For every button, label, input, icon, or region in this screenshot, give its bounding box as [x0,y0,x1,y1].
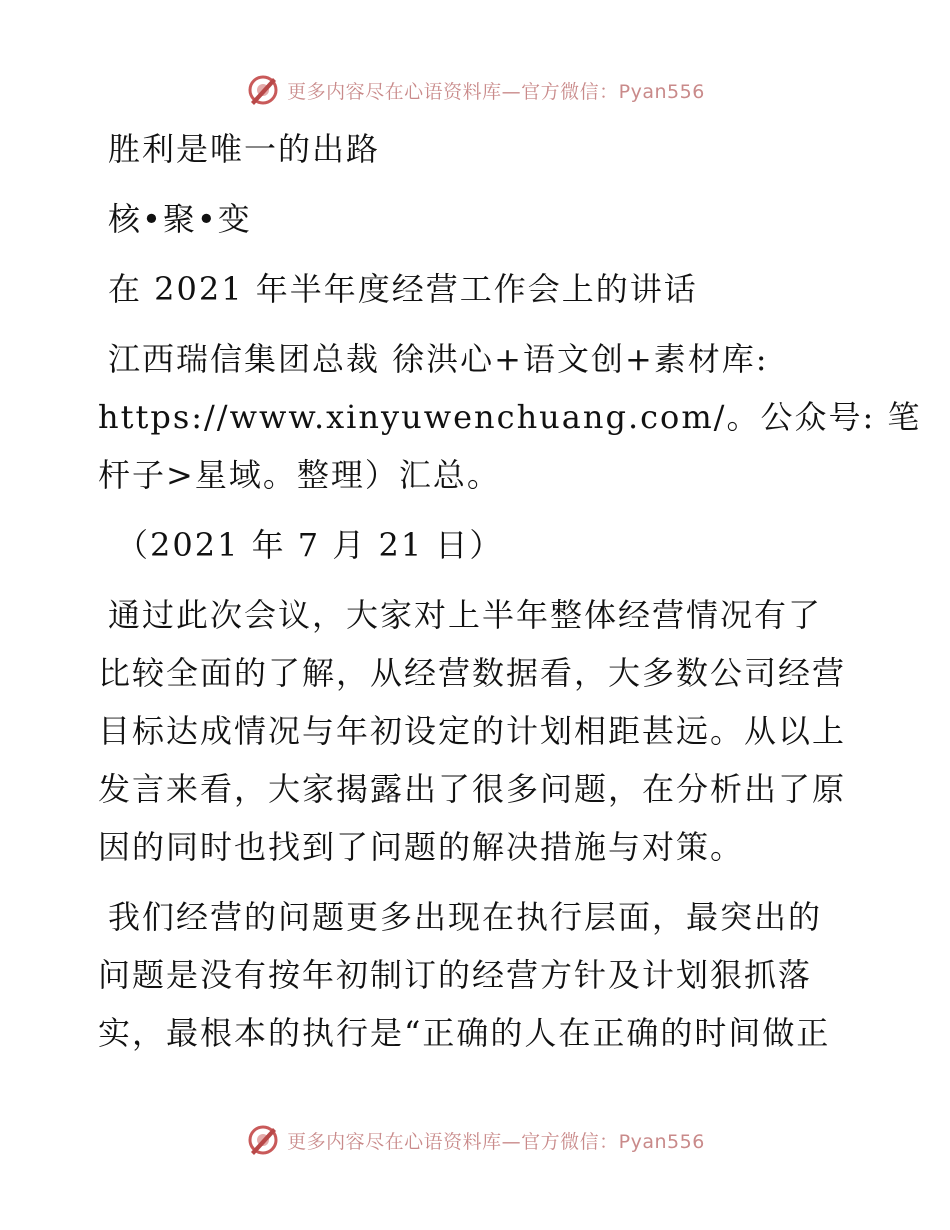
author-line: 江西瑞信集团总裁 徐洪心+语文创+素材库: [108,340,769,378]
document-body [98,120,922,1062]
watermark-text: 更多内容尽在心语资料库—官方微信：Pyan556 [287,1130,705,1153]
document-title: 胜利是唯一的出路 [108,130,381,168]
speech-occasion: 在 2021 年半年度经营工作会上的讲话 [108,270,698,308]
quill-seal-icon [245,72,281,108]
author-block [98,330,922,504]
paragraph-line: 发言来看，大家揭露出了很多问题，在分析出了原 [98,770,847,808]
footer-watermark [0,1122,950,1158]
paragraph-2 [98,888,858,1062]
paragraph-line: 问题是没有按年初制订的经营方针及计划狠抓落 [98,956,813,994]
paragraph-line: 因的同时也找到了问题的解决措施与对策。 [98,828,745,866]
paragraph-line: 比较全面的了解，从经营数据看，大多数公司经营 [98,654,847,692]
quill-seal-icon [245,1122,281,1158]
paragraph-line: 实，最根本的执行是“正确的人在正确的时间做正 [98,1014,831,1052]
paragraph-line: 我们经营的问题更多出现在执行层面，最突出的 [108,898,823,936]
paragraph-line: 通过此次会议，大家对上半年整体经营情况有了 [108,596,823,634]
author-line: https://www.xinyuwenchuang.com/。公众号: 笔 [98,398,922,436]
header-watermark [0,72,950,108]
paragraph-line: 目标达成情况与年初设定的计划相距甚远。从以上 [98,712,847,750]
paragraph-1 [98,586,858,876]
author-line: 杆子>星域。整理）汇总。 [98,456,501,494]
speech-date: （2021 年 7 月 21 日） [116,526,504,564]
document-subtitle: 核•聚•变 [108,200,252,238]
watermark-text: 更多内容尽在心语资料库—官方微信：Pyan556 [287,80,705,103]
